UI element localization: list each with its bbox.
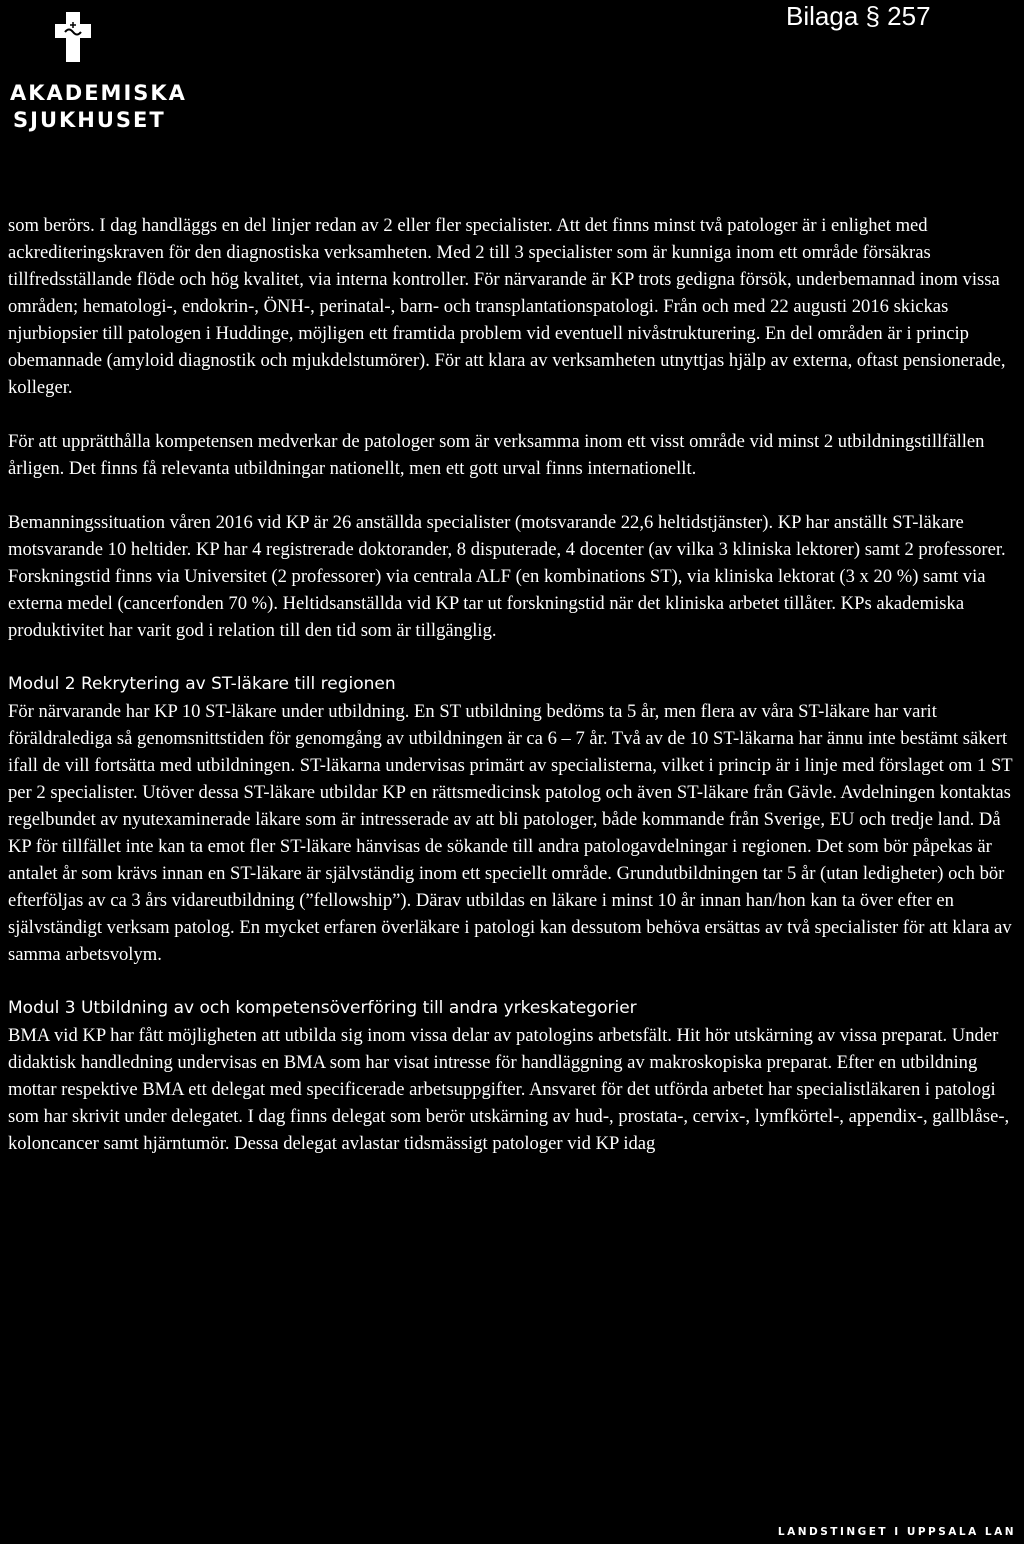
appendix-label: Bilaga § 257 xyxy=(786,1,931,31)
section-heading-modul-3: Modul 3 Utbildning av och kompetensöverföring till andra yrkeskategorier xyxy=(8,998,637,1018)
paragraph-staffing-situation: Bemanningssituation våren 2016 vid KP är 26 anställda specialister (motsvarande 22,6 heltidstjänster). KP har anställt ST-läkare motsvarande 10 heltider. KP har 4 registrerade doktorander, 8 disputerade, 4 docenter (av vilka 3 kliniska lektorer) samt 2 professorer. Forskningstid finns via Universitet (2 professorer) via centrala ALF (en kombinations ST), via kliniska lektorat (3 x 20 %) samt via externa medel (cancerfonden 70 %). Heltidsanställda vid KP tar ut forskningstid när det kliniska arbetet tillåter. KPs akademiska produktivitet har varit god i relation till den tid som är tillgänglig. xyxy=(8,512,1006,641)
footer-organization: LANDSTINGET I UPPSALA LAN xyxy=(777,1526,1016,1538)
hospital-name xyxy=(10,80,210,134)
paragraph-staffing: som berörs. I dag handläggs en del linjer redan av 2 eller fler specialister. Att det finns minst två patologer är i enlighet med ackrediteringskraven för den diagnostiska verksamheten. Med 2 till 3 specialister som är kunniga inom ett område försäkras tillfredsställande flöde och hög kvalitet, via interna kontroller. För närvarande är KP trots gedigna försök, underbemannad inom vissa områden; hematologi-, endokrin-, ÖNH-, perinatal-, barn- och transplantationspatologi. Från och med 22 augusti 2016 skickas njurbiopsier till patologen i Huddinge, möjligen ett framtida problem vid eventuell nivåstrukturering. En del områden är i princip obemannade (amyloid diagnostik och mjukdelstumörer). För att klara av verksamheten utnyttjas hjälp av externa, oftast pensionerade, kolleger. xyxy=(8,215,1006,398)
hospital-cross-icon xyxy=(53,6,93,66)
section-heading-modul-2: Modul 2 Rekrytering av ST-läkare till regionen xyxy=(8,674,396,694)
hospital-logo xyxy=(10,6,210,134)
section-text-modul-3: BMA vid KP har fått möjligheten att utbilda sig inom vissa delar av patologins arbetsfält. Hit hör utskärning av vissa preparat. Under didaktisk handledning undervisas en BMA som har visat intresse för handläggning av makroskopiska preparat. Efter en utbildning mottar respektive BMA ett delegat med specificerade arbetsuppgifter. Ansvaret för det utförda arbetet har specialistläkaren i patologi som har skrivit under delegatet. I dag finns delegat som berör utskärning av hud-, prostata-, cervix-, lymfkörtel-, appendix-, gallblåse-, koloncancer samt hjärntumör. Dessa delegat avlastar tidsmässigt patologer vid KP idag xyxy=(8,1025,1010,1154)
paragraph-competence: För att upprätthålla kompetensen medverkar de patologer som är verksamma inom ett visst område vid minst 2 utbildningstillfällen årligen. Det finns få relevanta utbildningar nationellt, men ett gott urval finns internationellt. xyxy=(8,431,985,479)
hospital-name-line1: AKADEMISKA xyxy=(10,81,187,105)
section-text-modul-2: För närvarande har KP 10 ST-läkare under utbildning. En ST utbildning bedöms ta 5 år, men flera av våra ST-läkare har varit föräldralediga så genomsnittstiden för genomgång av utbildningen är ca 6 – 7 år. Två av de 10 ST-läkarna har ännu inte bestämt säkert ifall de vill fortsätta med utbildningen. ST-läkarna undervisas primärt av specialisterna, vilket i princip är i linje med förslaget om 1 ST per 2 specialister. Utöver dessa ST-läkare utbildar KP en rättsmedicinsk patolog och även ST-läkare från Gävle. Avdelningen kontaktas regelbundet av nyutexaminerade läkare som är intresserade av att bli patologer, både kommande från Sverige, EU och tredje land. Då KP för tillfället inte kan ta emot fler ST-läkare hänvisas de sökande till andra patologavdelningar i regionen. Det som bör påpekas är antalet år som krävs innan en ST-läkare är självständig inom ett speciellt område. Grundutbildningen tar 5 år (utan ledigheter) och bör efterföljas av ca 3 års vidareutbildning (”fellowship”). Därav utbildas en läkare i minst 10 år innan han/hon kan ta över efter en självständigt verksam patolog. En mycket erfaren överläkare i patologi kan dessutom behöva ersättas av två specialister för att klara av samma arbetsvolym. xyxy=(8,701,1013,965)
document-body xyxy=(8,212,1020,1157)
hospital-name-line2: SJUKHUSET xyxy=(13,108,166,132)
